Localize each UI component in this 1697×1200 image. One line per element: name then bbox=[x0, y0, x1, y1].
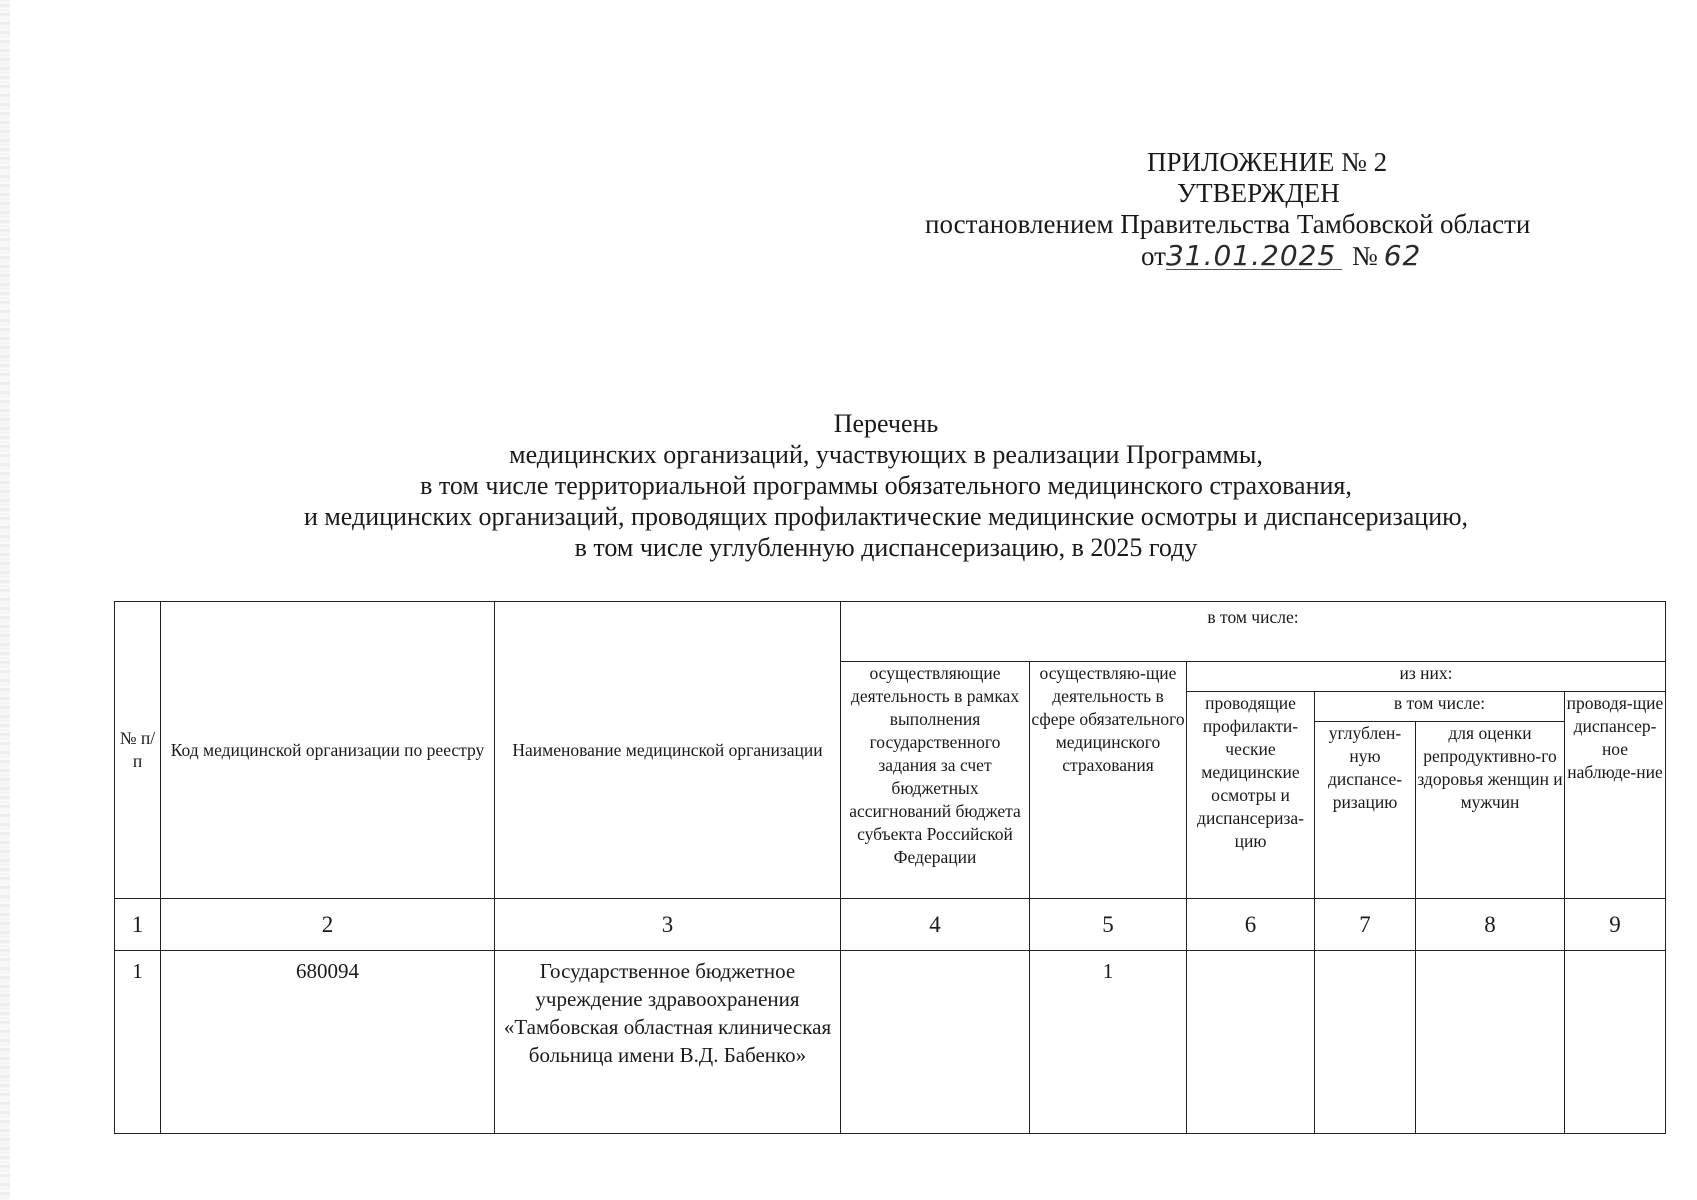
title-line-2: медицинских организаций, участвующих в реализации Программы, bbox=[509, 440, 1263, 469]
header-col6: проводящие профилакти-ческие медицинские осмотры и диспансериза-цию bbox=[1187, 692, 1315, 899]
header-col4: осуществляющие деятельность в рамках выполнения государственного задания за счет бюджетных ассигнований бюджета субъекта Российской Федерации bbox=[841, 662, 1030, 899]
header-name: Наименование медицинской организации bbox=[495, 602, 841, 899]
handwritten-number: 62 bbox=[1383, 239, 1422, 272]
title-line-3: в том числе территориальной программы обязательного медицинского страхования, bbox=[420, 471, 1352, 500]
header-code: Код медицинской организации по реестру bbox=[161, 602, 495, 899]
column-number: 2 bbox=[161, 899, 495, 951]
column-number: 7 bbox=[1315, 899, 1416, 951]
header-num: № п/п bbox=[115, 602, 161, 899]
header-col5: осуществляю-щие деятельность в сфере обязательного медицинского страхования bbox=[1030, 662, 1187, 899]
header-including-2: в том числе: bbox=[1315, 692, 1565, 722]
column-number: 1 bbox=[115, 899, 161, 951]
title-line-1: Перечень bbox=[833, 409, 939, 438]
cell-col5: 1 bbox=[1030, 951, 1187, 1134]
approved-by: постановлением Правительства Тамбовской области bbox=[925, 209, 1531, 239]
cell-num: 1 bbox=[115, 951, 161, 1134]
approval-block bbox=[925, 147, 1565, 272]
cell-col7 bbox=[1315, 951, 1416, 1134]
column-number: 5 bbox=[1030, 899, 1187, 951]
cell-col6 bbox=[1187, 951, 1315, 1134]
approval-date-line bbox=[925, 240, 1565, 272]
handwritten-date: 31.01.2025 bbox=[1166, 243, 1342, 270]
scan-edge bbox=[0, 0, 10, 1200]
cell-col8 bbox=[1416, 951, 1565, 1134]
approved-label: УТВЕРЖДЕН bbox=[1177, 178, 1340, 208]
title-line-4: и медицинских организаций, проводящих профилактические медицинские осмотры и диспансеризацию, bbox=[303, 502, 1469, 531]
appendix-label: ПРИЛОЖЕНИЕ № 2 bbox=[1147, 147, 1388, 177]
number-label: № bbox=[1351, 241, 1378, 271]
header-col7: углублен-ную диспансе-ризацию bbox=[1315, 722, 1416, 899]
from-label: от bbox=[1141, 241, 1166, 271]
column-number: 9 bbox=[1565, 899, 1666, 951]
document-title bbox=[0, 408, 1697, 563]
column-number: 3 bbox=[495, 899, 841, 951]
header-col8: для оценки репродуктивно-го здоровья женщин и мужчин bbox=[1416, 722, 1565, 899]
column-number: 8 bbox=[1416, 899, 1565, 951]
header-including: в том числе: bbox=[841, 602, 1666, 662]
column-numbers-row bbox=[115, 899, 1666, 951]
title-line-5: в том числе углубленную диспансеризацию, в 2025 году bbox=[574, 533, 1198, 562]
organizations-table bbox=[114, 601, 1666, 1134]
header-col9: проводя-щие диспансер-ное наблюде-ние bbox=[1565, 692, 1666, 899]
cell-col4 bbox=[841, 951, 1030, 1134]
column-number: 4 bbox=[841, 899, 1030, 951]
column-number: 6 bbox=[1187, 899, 1315, 951]
header-of-them: из них: bbox=[1187, 662, 1666, 692]
table-row bbox=[115, 951, 1666, 1134]
cell-col9 bbox=[1565, 951, 1666, 1134]
cell-name: Государственное бюджетное учреждение здравоохранения «Тамбовская областная клиническая больница имени В.Д. Бабенко» bbox=[495, 951, 841, 1134]
cell-code: 680094 bbox=[161, 951, 495, 1134]
